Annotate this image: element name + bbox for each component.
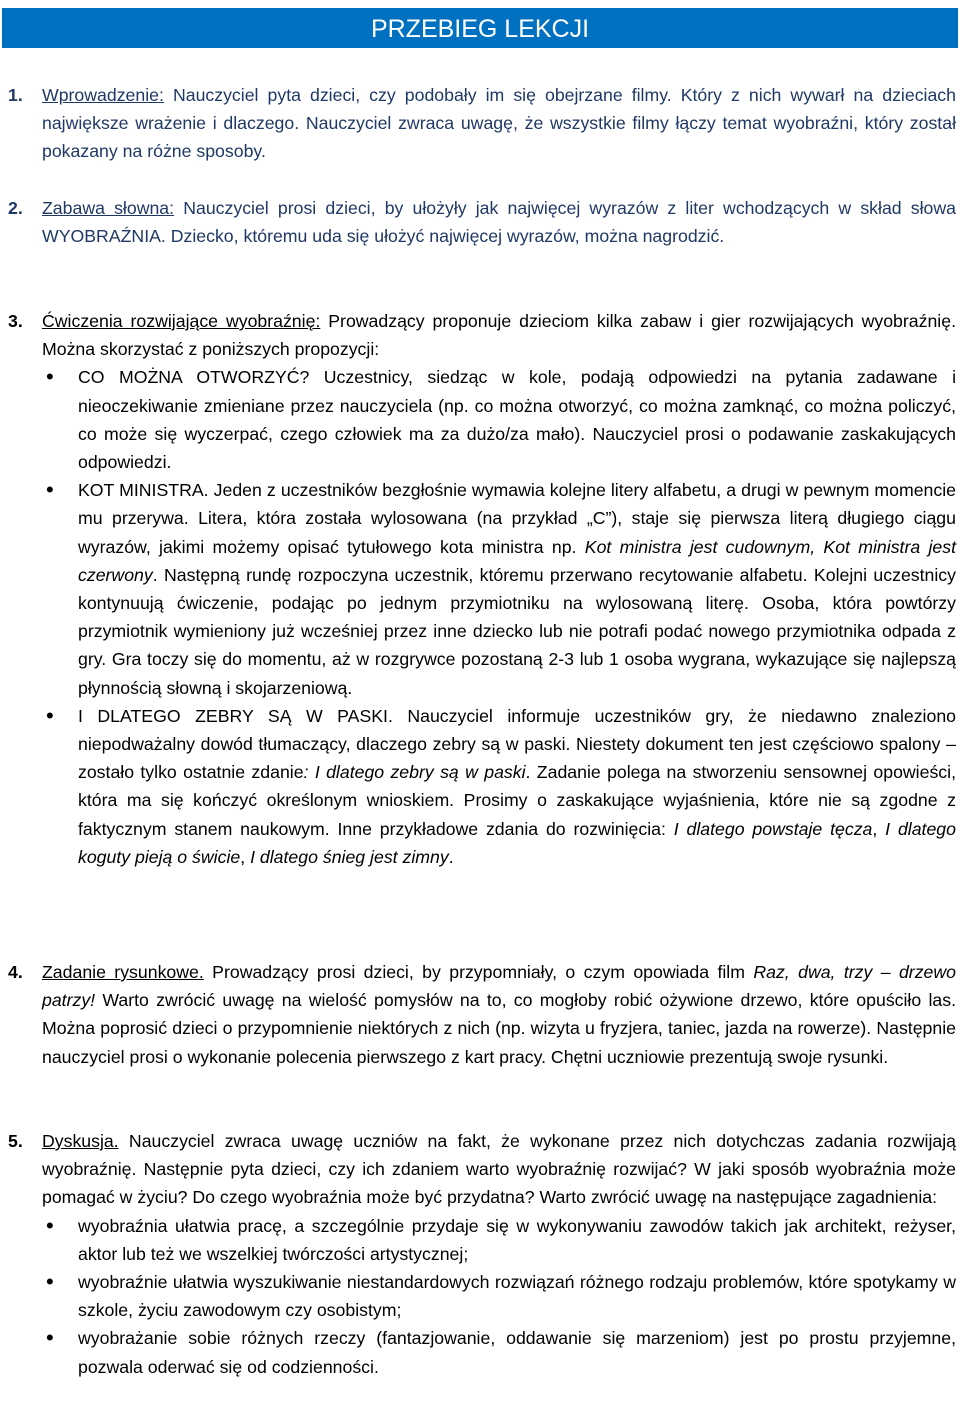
section-text: Prowadzący prosi dzieci, by przypomniały, o czym opowiada film bbox=[203, 962, 754, 982]
section-text: Nauczyciel pyta dzieci, czy podobały im się obejrzane filmy. Który z nich wywarł na dzieciach największe wrażenie i dlaczego. Nauczyciel zwraca uwagę, że wszystkie filmy łączy temat wyobraźni, który został pokazany na różne sposoby. bbox=[42, 85, 956, 162]
list-item: • CO MOŻNA OTWORZYĆ? Uczestnicy, siedząc w kole, podają odpowiedzi na pytania zadawane i nieoczekiwanie zmieniane przez nauczyciela (np. co można otworzyć, co można zamknąć, co można policzyć, co może się wyczerpać, czego człowiek ma za dużo/za mało). Nauczyciel prosi o podawanie zaskakujących odpowiedzi. bbox=[8, 363, 956, 476]
section-5 bbox=[8, 1127, 956, 1381]
section-body bbox=[42, 81, 956, 166]
section-number: 5. bbox=[8, 1131, 23, 1151]
section-body bbox=[42, 1127, 956, 1212]
item-text: . Następną rundę rozpoczyna uczestnik, któremu przerwano recytowanie alfabetu. Kolejni uczestnicy kontynuują ćwiczenie, podając po jednym przymiotniku na wylosowaną literę. Osoba, która powtórzy przymiotnik wymieniony już wcześniej przez inne dziecko lub nie potrafi podać nowego przymiotnika odpada z gry. Gra toczy się do momentu, aż w rozgrywce pozostaną 2-3 lub 1 osoba wygrana, wykazujące się najlepszą płynnością słowną i skojarzeniową. bbox=[78, 564, 956, 698]
item-italic: I dlatego śnieg jest zimny bbox=[250, 846, 449, 867]
section-text: Warto zwrócić uwagę na wielość pomysłów na to, co mogłoby robić ożywione drzewo, które opuściło las. Można poprosić dzieci o przypomnienie niektórych z nich (np. wizyta u fryzjera, taniec, jazda na rowerze). Następnie nauczyciel prosi o wykonanie polecenia pierwszego z kart pracy. Chętni uczniowie prezentują swoje rysunki. bbox=[42, 990, 956, 1067]
section-heading: Wprowadzenie: bbox=[42, 85, 164, 105]
section-body bbox=[42, 958, 956, 1071]
discussion-list bbox=[8, 1212, 956, 1381]
section-number: 2. bbox=[8, 198, 23, 218]
list-item bbox=[8, 702, 956, 871]
list-item: • wyobraźnia ułatwia pracę, a szczególnie przydaje się w wykonywaniu zawodów takich jak architekt, reżyser, aktor lub też we wszelkiej twórczości artystycznej; bbox=[8, 1212, 956, 1268]
film-title: Raz, dwa, trzy – drzewo patrzy! bbox=[42, 962, 956, 1011]
page-title: PRZEBIEG LEKCJI bbox=[2, 8, 958, 48]
item-italic: Kot ministra jest cudownym, Kot ministra jest czerwony bbox=[78, 536, 956, 585]
item-text: . bbox=[448, 846, 454, 867]
item-italic: I dlatego powstaje tęcza bbox=[673, 818, 873, 839]
list-item bbox=[8, 476, 956, 702]
section-heading: Zabawa słowna: bbox=[42, 198, 175, 218]
item-text: I DLATEGO ZEBRY SĄ W PASKI. Nauczyciel informuje uczestników gry, że niedawno znaleziono niepodważalny dowód tłumaczący, dlaczego zebry są w paski. Niestety dokument ten jest częściowo spalony – zostało tylko ostatnie zdanie bbox=[78, 705, 956, 783]
section-number: 1. bbox=[8, 85, 23, 105]
item-text: . Zadanie polega na stworzeniu sensownej opowieści, która ma się kończyć określonym wnioskiem. Prosimy o zaskakujące wyjaśnienia, które nie są zgodne z faktycznym stanem naukowym. Inne przykładowe zdania do rozwinięcia: bbox=[78, 762, 956, 839]
section-text: Prowadzący proponuje dzieciom kilka zabaw i gier rozwijających wyobraźnię. Można skorzystać z poniższych propozycji: bbox=[42, 311, 956, 360]
section-body bbox=[42, 307, 956, 363]
list-item: • wyobrażanie sobie różnych rzeczy (fantazjowanie, oddawanie się marzeniom) jest po prostu przyjemne, pozwala oderwać się od codzienności. bbox=[8, 1324, 956, 1380]
section-text: Nauczyciel zwraca uwagę uczniów na fakt, że wykonane przez nich dotychczas zadania rozwijają wyobraźnię. Następnie pyta dzieci, czy ich zdaniem warto wyobraźnię rozwijać? W jaki sposób wyobraźnia może pomagać w życiu? Do czego wyobraźnia może być przydatna? Warto zwrócić uwagę na następujące zagadnienia: bbox=[42, 1131, 956, 1208]
section-heading: Dyskusja. bbox=[42, 1131, 119, 1151]
section-1 bbox=[8, 81, 956, 166]
list-item: • wyobraźnie ułatwia wyszukiwanie niestandardowych rozwiązań różnego rodzaju problemów, które spotykamy w szkole, życiu zawodowym czy osobistym; bbox=[8, 1268, 956, 1324]
section-body bbox=[42, 194, 956, 250]
section-4 bbox=[8, 958, 956, 1071]
section-heading: Zadanie rysunkowe. bbox=[42, 962, 204, 982]
section-3 bbox=[8, 307, 956, 871]
section-text: Nauczyciel prosi dzieci, by ułożyły jak najwięcej wyrazów z liter wchodzących w skład słowa WYOBRAŹNIA. Dziecko, któremu uda się ułożyć najwięcej wyrazów, można nagrodzić. bbox=[42, 198, 956, 247]
item-text: , bbox=[872, 818, 886, 839]
item-text: KOT MINISTRA. Jeden z uczestników bezgłośnie wymawia kolejne litery alfabetu, a drugi w pewnym momencie mu przerywa. Litera, która została wylosowana (na przykład „C”), staje się pierwsza literą długiego ciągu wyrazów, jakimi możemy opisać tytułowego kota ministra np. bbox=[78, 480, 956, 557]
section-number: 4. bbox=[8, 962, 23, 982]
section-heading: Ćwiczenia rozwijające wyobraźnię: bbox=[42, 311, 321, 331]
item-italic: : I dlatego zebry są w paski bbox=[303, 762, 526, 783]
section-number: 3. bbox=[8, 311, 23, 331]
item-italic: I dlatego koguty pieją o świcie bbox=[78, 818, 956, 867]
game-list bbox=[8, 363, 956, 871]
item-text: , bbox=[240, 846, 251, 867]
section-2 bbox=[8, 194, 956, 250]
